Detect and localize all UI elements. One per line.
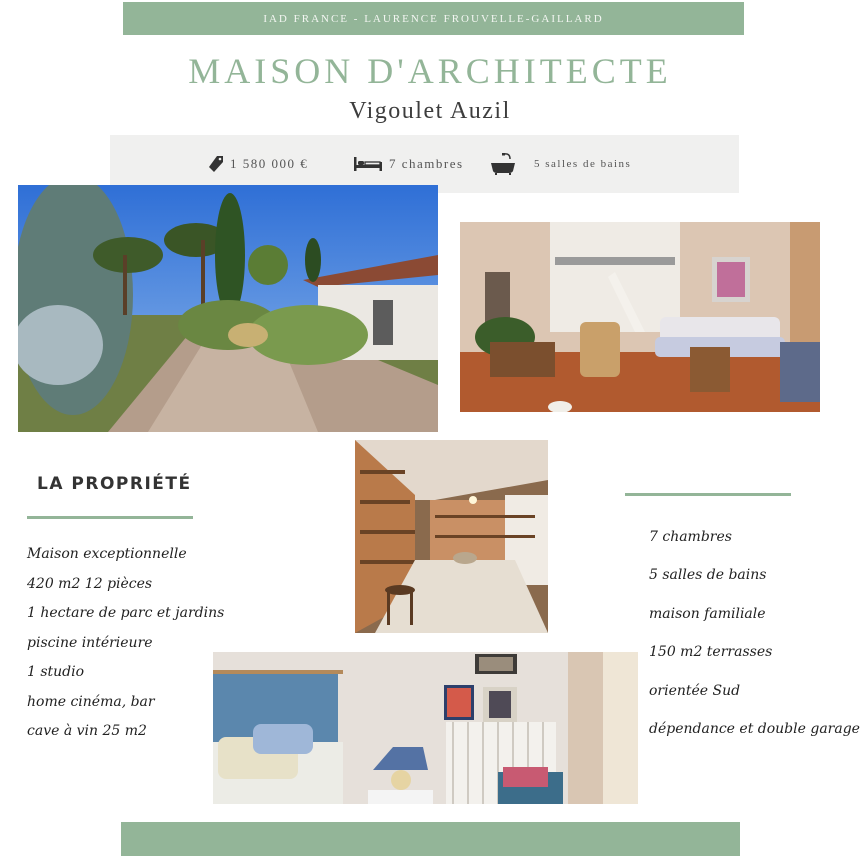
page-title: MAISON D'ARCHITECTE [188, 51, 672, 91]
left-divider [27, 516, 193, 519]
bed-icon [353, 155, 383, 173]
list-item: 5 salles de bains [649, 567, 767, 584]
agency-label: IAD FRANCE - LAURENCE FROUVELLE-GAILLARD [263, 12, 604, 25]
list-item: dépendance et double garage [649, 720, 860, 737]
list-item: 1 studio [27, 664, 85, 680]
price-tag-icon [208, 155, 224, 173]
list-item: 420 m2 12 pièces [27, 575, 153, 592]
list-item: piscine intérieure [27, 634, 153, 651]
bathrooms-info [490, 135, 631, 193]
bathrooms-text: 5 salles de bains [534, 158, 632, 170]
location-subtitle: Vigoulet Auzil [349, 98, 511, 124]
list-item: 7 chambres [649, 529, 732, 545]
photo-exterior [18, 185, 438, 432]
price-text: 1 580 000 € [230, 156, 309, 171]
photo-living-room [460, 222, 820, 412]
list-item: home cinéma, bar [27, 693, 155, 710]
property-heading: LA PROPRIÉTÉ [37, 474, 192, 494]
list-item: orientée Sud [649, 682, 741, 699]
right-feature-list [649, 526, 860, 756]
top-banner [123, 2, 744, 35]
left-feature-list [27, 544, 224, 751]
right-divider [625, 493, 791, 496]
photo-bedroom [213, 652, 638, 804]
bedrooms-text: 7 chambres [389, 156, 464, 171]
list-item: 150 m2 terrasses [649, 644, 773, 661]
bottom-banner [121, 822, 740, 856]
list-item: cave à vin 25 m2 [27, 723, 147, 739]
list-item: 1 hectare de parc et jardins [27, 605, 225, 621]
list-item: maison familiale [649, 605, 766, 622]
bathtub-icon [490, 152, 516, 176]
list-item: Maison exceptionnelle [27, 546, 187, 562]
photo-wine-cellar [355, 440, 548, 633]
